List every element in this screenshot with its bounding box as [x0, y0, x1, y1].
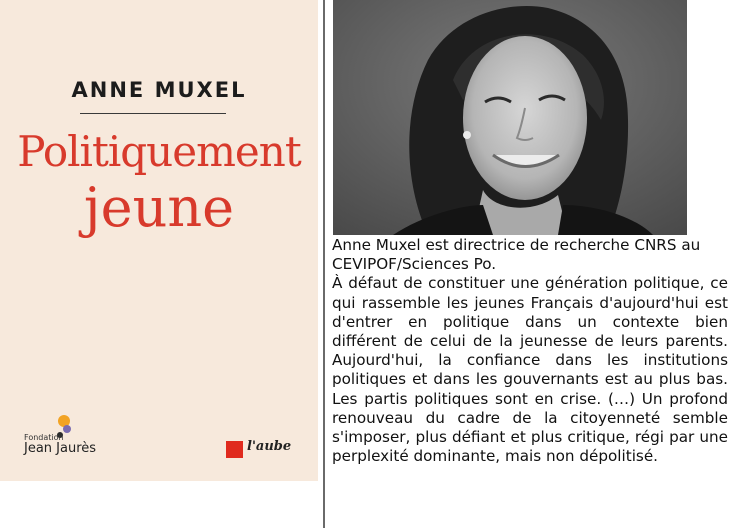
foundation-label: Fondation — [24, 433, 64, 442]
bio-body: À défaut de constituer une génération politique, ce qui rassemble les jeunes Français d'aujourd'hui est d'entrer en politique dans un contexte bien différent de celui de la jeunesse de leurs parents. Aujourd'hui, la confiance dans les institutions politiques et dans les gouvernants est au plus bas. Les partis politiques sont en crise. (…) Un profond renouveau du cadre de la citoyenneté semble s'imposer, plus défiant et plus critique, régi par une perplexité dominante, mais non dépolitisé. — [332, 274, 728, 466]
book-cover — [0, 0, 318, 481]
cover-title-line1: Politiquement — [17, 127, 301, 176]
author-portrait — [333, 0, 687, 235]
cover-rule — [80, 113, 226, 114]
portrait-photo-icon — [333, 0, 687, 235]
foundation-name: Jean Jaurès — [24, 441, 97, 456]
publisher-name: l'aube — [247, 439, 292, 454]
bio-intro: Anne Muxel est directrice de recherche CNRS au CEVIPOF/Sciences Po. — [332, 236, 701, 274]
cover-title-line2: jeune — [83, 176, 235, 239]
cover-author: ANNE MUXEL — [71, 78, 247, 102]
publisher-logo-square — [226, 441, 243, 458]
column-divider — [323, 0, 325, 528]
author-bio — [332, 236, 728, 466]
